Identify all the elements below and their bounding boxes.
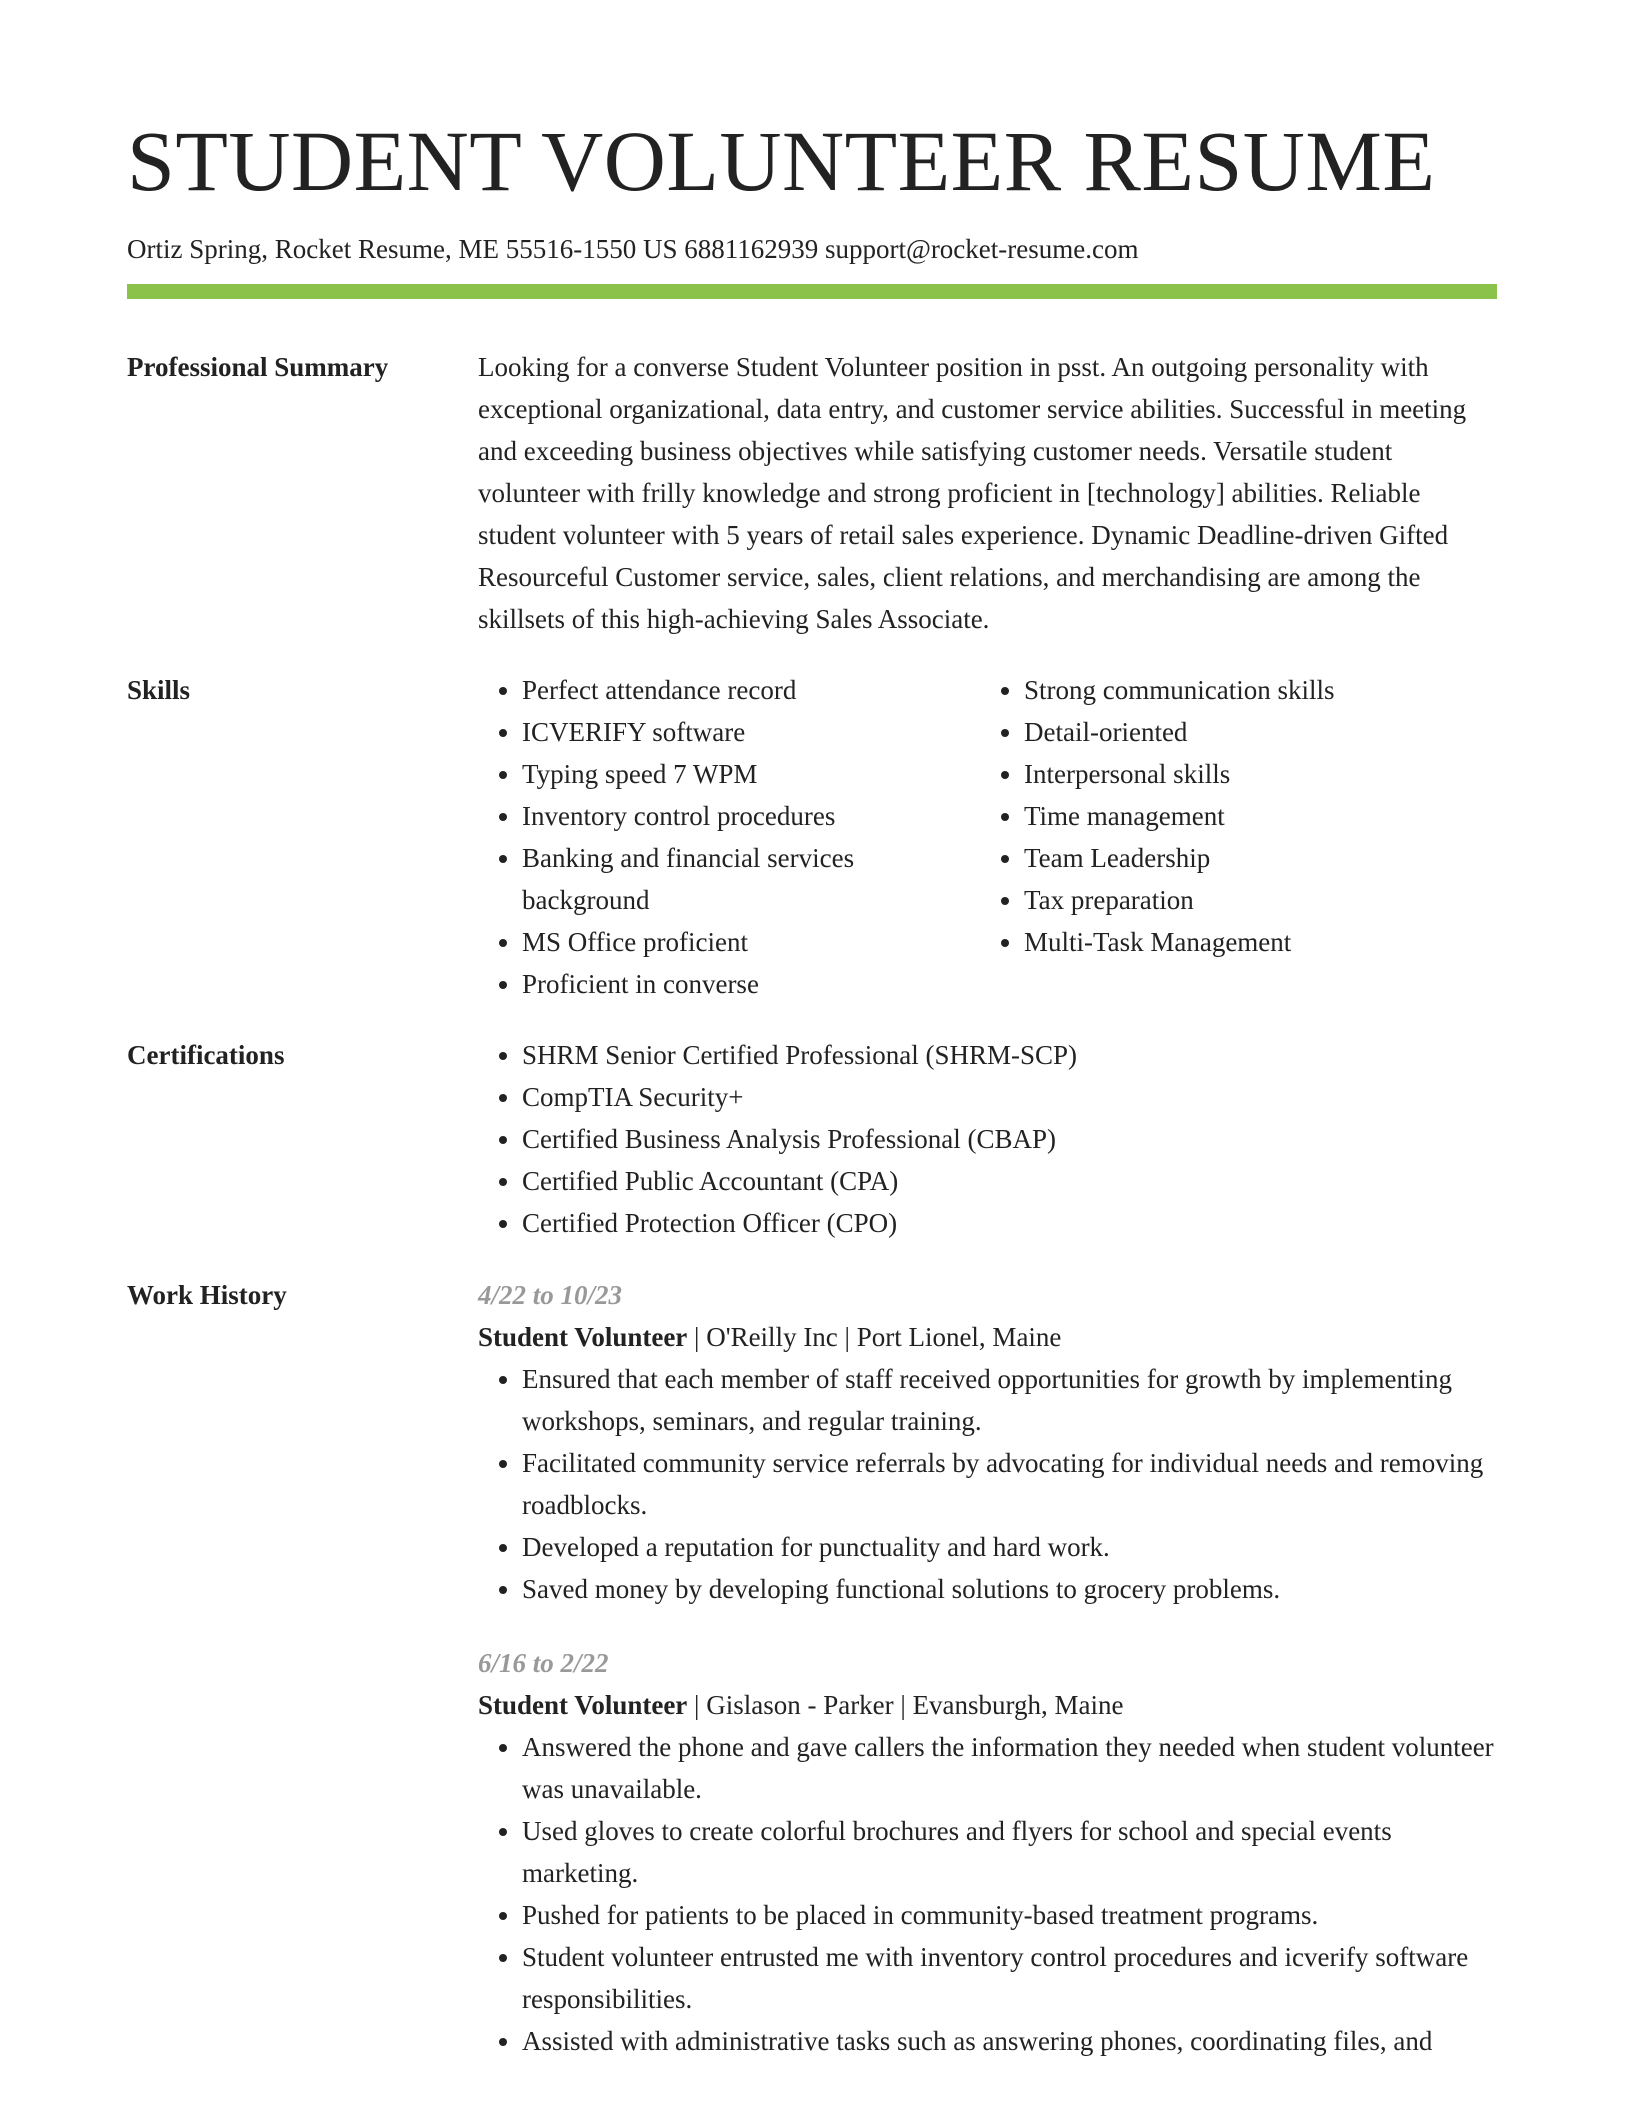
list-item: • Pushed for patients to be placed in community-based treatment programs.: [522, 1894, 1497, 1936]
skills-column-left: [478, 669, 980, 1005]
certifications-label: Certifications: [127, 1040, 285, 1070]
header-divider: [127, 284, 1497, 299]
list-item: • ICVERIFY software: [522, 711, 980, 753]
list-item: • Ensured that each member of staff received opportunities for growth by implementing workshops, seminars, and regular training.: [522, 1358, 1497, 1442]
list-item: • Student volunteer entrusted me with inventory control procedures and icverify software responsibilities.: [522, 1936, 1497, 2020]
job-dates: 4/22 to 10/23: [478, 1280, 623, 1310]
list-item: • Facilitated community service referrals by advocating for individual needs and removing roadblocks.: [522, 1442, 1497, 1526]
list-item: • Certified Business Analysis Professional (CBAP): [522, 1118, 1497, 1160]
list-item: • Perfect attendance record: [522, 669, 980, 711]
job-entry: [478, 1642, 1497, 2062]
skills-list-right: [980, 669, 1482, 963]
skills-body: [478, 669, 1497, 1005]
certifications-list: [478, 1034, 1497, 1244]
summary-label: Professional Summary: [127, 352, 389, 382]
work-history-body: [478, 1274, 1497, 2094]
list-item: • Multi-Task Management: [1024, 921, 1482, 963]
list-item: • Used gloves to create colorful brochures and flyers for school and special events marketing.: [522, 1810, 1497, 1894]
list-item: • Team Leadership: [1024, 837, 1482, 879]
list-item: • SHRM Senior Certified Professional (SHRM-SCP): [522, 1034, 1497, 1076]
list-item: • Inventory control procedures: [522, 795, 980, 837]
job-entry: [478, 1274, 1497, 1610]
list-item: • CompTIA Security+: [522, 1076, 1497, 1118]
skills-column-right: [980, 669, 1482, 1005]
list-item: • Interpersonal skills: [1024, 753, 1482, 795]
job-title: Student Volunteer: [478, 1322, 688, 1352]
skills-label: Skills: [127, 675, 191, 705]
list-item: • MS Office proficient: [522, 921, 980, 963]
list-item: • Certified Protection Officer (CPO): [522, 1202, 1497, 1244]
job-details: | Gislason - Parker | Evansburgh, Maine: [687, 1690, 1124, 1720]
work-history-label: Work History: [127, 1280, 287, 1310]
job-dates: 6/16 to 2/22: [478, 1648, 609, 1678]
job-title: Student Volunteer: [478, 1690, 688, 1720]
list-item: • Certified Public Accountant (CPA): [522, 1160, 1497, 1202]
list-item: • Assisted with administrative tasks such as answering phones, coordinating files, and: [522, 2020, 1497, 2062]
list-item: • Typing speed 7 WPM: [522, 753, 980, 795]
resume-title: STUDENT VOLUNTEER RESUME: [127, 113, 1436, 209]
list-item: • Saved money by developing functional solutions to grocery problems.: [522, 1568, 1497, 1610]
certifications-body: [478, 1034, 1497, 1244]
job-heading: [478, 1684, 1497, 1726]
job-bullets: [478, 1726, 1497, 2062]
list-item: • Answered the phone and gave callers the information they needed when student volunteer was unavailable.: [522, 1726, 1497, 1810]
list-item: • Time management: [1024, 795, 1482, 837]
job-details: | O'Reilly Inc | Port Lionel, Maine: [687, 1322, 1062, 1352]
job-heading: [478, 1316, 1497, 1358]
list-item: • Tax preparation: [1024, 879, 1482, 921]
contact-info: Ortiz Spring, Rocket Resume, ME 55516-1550 US 6881162939 support@rocket-resume.com: [127, 234, 1139, 264]
skills-list-left: [478, 669, 980, 1005]
list-item: • Developed a reputation for punctuality and hard work.: [522, 1526, 1497, 1568]
summary-body: [478, 346, 1497, 640]
job-bullets: [478, 1358, 1497, 1610]
list-item: • Detail-oriented: [1024, 711, 1482, 753]
list-item: • Strong communication skills: [1024, 669, 1482, 711]
list-item: • Banking and financial services background: [522, 837, 980, 921]
list-item: • Proficient in converse: [522, 963, 980, 1005]
summary-text: Looking for a converse Student Volunteer position in psst. An outgoing personality with exceptional organizational, data entry, and customer service abilities. Successful in meeting and exceeding business objectives while satisfying customer needs. Versatile student volunteer with frilly knowledge and strong proficient in [technology] abilities. Reliable student volunteer with 5 years of retail sales experience. Dynamic Deadline-driven Gifted Resourceful Customer service, sales, client relations, and merchandising are among the skillsets of this high-achieving Sales Associate.: [478, 352, 1467, 634]
